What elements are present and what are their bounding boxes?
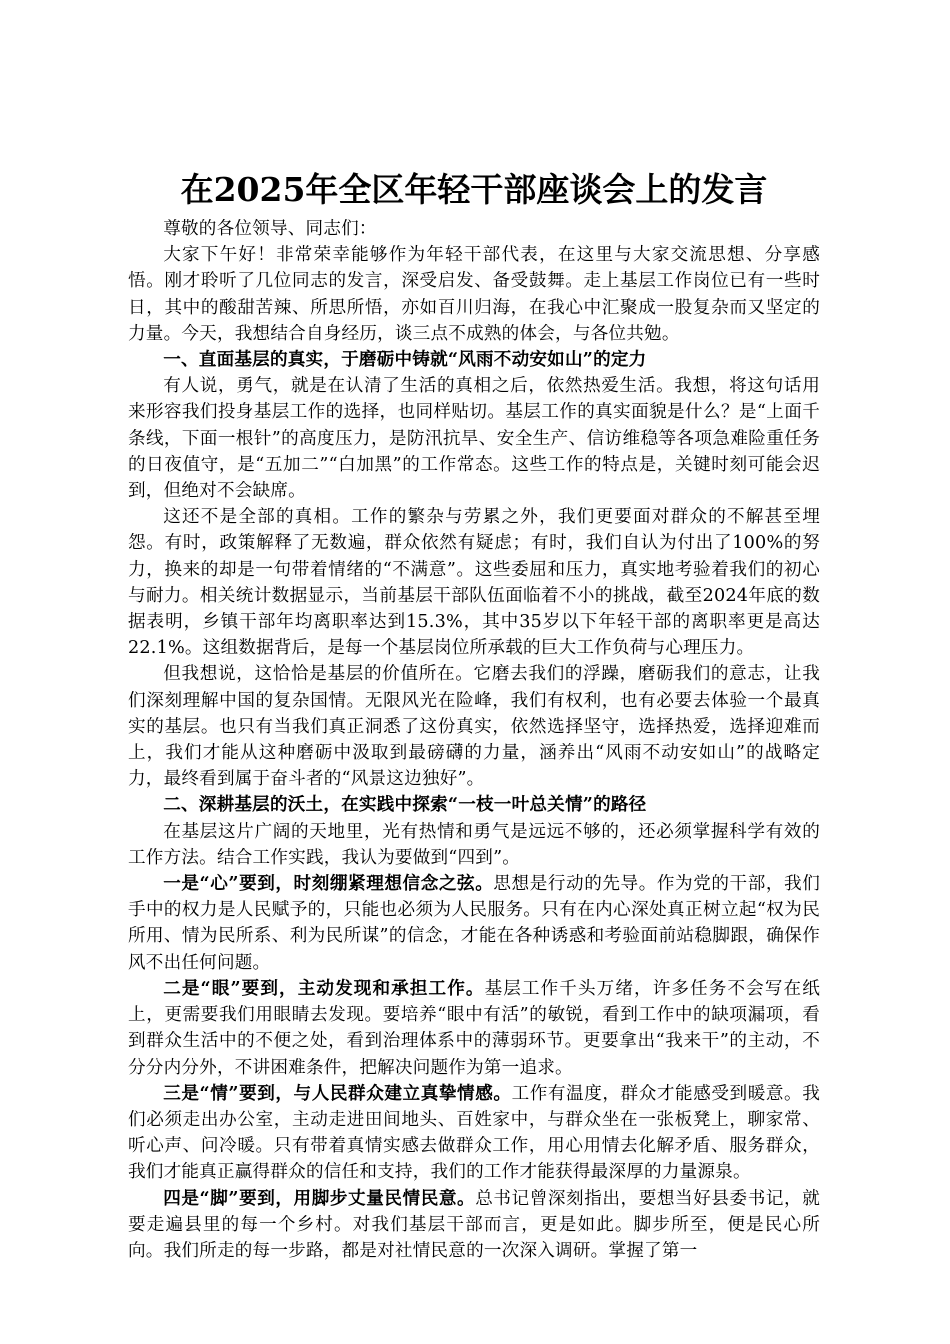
title-year: 2025 (213, 170, 306, 209)
point1-paragraph (128, 871, 820, 976)
point4-paragraph (128, 1186, 820, 1265)
point1-text: 思想是行动的先导。作为党的干部，我们手中的权力是人民赋予的，只能也必须为人民服务。只有在内心深处真正树立起“权为民所用、情为民所系、利为民所谋”的信念，才能在各种诱惑和考验面前站稳脚跟，确保作风不出任何问题。 (128, 874, 820, 973)
section1-paragraph-1: 有人说，勇气，就是在认清了生活的真相之后，依然热爱生活。我想，将这句话用来形容我们投身基层工作的选择，也同样贴切。基层工作的真实面貌是什么？是“上面千条线，下面一根针”的高度压力，是防汛抗旱、安全生产、信访维稳等各项急难险重任务的日夜值守，是“五加二”“白加黑”的工作常态。这些工作的特点是，关键时刻可能会迟到，但绝对不会缺席。 (128, 376, 820, 502)
point4-lead: 四是“脚”要到，用脚步丈量民情民意。 (163, 1187, 476, 1209)
point2-lead: 二是“眼”要到，主动发现和承担工作。 (163, 977, 485, 999)
title-prefix: 在 (180, 170, 214, 209)
point2-paragraph (128, 976, 820, 1081)
point3-text: 工作有温度，群众才能感受到暖意。我们必须走出办公室，主动走进田间地头、百姓家中，与群众坐在一张板凳上，聊家常、听心声、问冷暖。只有带着真情实感去做群众工作，用心用情去化解矛盾、服务群众，我们才能真正赢得群众的信任和支持，我们的工作才能获得最深厚的力量源泉。 (128, 1083, 821, 1183)
point1-lead: 一是“心”要到，时刻绷紧理想信念之弦。 (163, 873, 494, 895)
section1-paragraph-3: 但我想说，这恰恰是基层的价值所在。它磨去我们的浮躁，磨砺我们的意志，让我们深刻理解中国的复杂国情。无限风光在险峰，我们有权利，也有必要去体验一个最真实的基层。也只有当我们真正洞悉了这份真实，依然选择坚守，选择热爱，选择迎难而上，我们才能从这种磨砺中汲取到最磅礴的力量，涵养出“风雨不动安如山”的战略定力，最终看到属于奋斗者的“风景这边独好”。 (128, 664, 820, 790)
point3-lead: 三是“情”要到，与人民群众建立真挚情感。 (163, 1082, 512, 1104)
section2-paragraph-1: 在基层这片广阔的天地里，光有热情和勇气是远远不够的，还必须掌握科学有效的工作方法。结合工作实践，我认为要做到“四到”。 (128, 821, 820, 868)
point2-text: 基层工作千头万绪，许多任务不会写在纸上，更需要我们用眼睛去发现。要培养“眼中有活”的敏锐，看到工作中的缺项漏项，看到群众生活中的不便之处，看到治理体系中的薄弱环节。更要拿出“我来干”的主动，不分分内分外，不讲困难条件，把解决问题作为第一追求。 (128, 978, 820, 1078)
opening-paragraph: 大家下午好！非常荣幸能够作为年轻干部代表，在这里与大家交流思想、分享感悟。刚才聆听了几位同志的发言，深受启发、备受鼓舞。走上基层工作岗位已有一些时日，其中的酸甜苦辣、所思所悟，亦如百川归海，在我心中汇聚成一股复杂而又坚定的力量。今天，我想结合自身经历，谈三点不成熟的体会，与各位共勉。 (128, 245, 820, 344)
section2-heading: 二、深耕基层的沃土，在实践中探索“一枝一叶总关情”的路径 (163, 794, 647, 816)
point4-text: 总书记曾深刻指出，要想当好县委书记，就要走遍县里的每一个乡村。对我们基层干部而言，更是如此。脚步所至，便是民心所向。我们所走的每一步路，都是对社情民意的一次深入调研。掌握了第一 (128, 1188, 820, 1261)
section1-paragraph-2: 这还不是全部的真相。工作的繁杂与劳累之外，我们更要面对群众的不解甚至埋怨。有时，政策解释了无数遍，群众依然有疑虑；有时，我们自认为付出了100%的努力，换来的却是一句带着情绪的“不满意”。这些委屈和压力，真实地考验着我们的初心与耐力。相关统计数据显示，当前基层干部队伍面临着不小的挑战，截至2024年底的数据表明，乡镇干部年均离职率达到15.3%，其中35岁以下年轻干部的离职率更是高达22.1%。这组数据背后，是每一个基层岗位所承载的巨大工作负荷与心理压力。 (128, 507, 820, 659)
document-page (128, 166, 820, 1264)
document-title (128, 166, 820, 214)
salutation: 尊敬的各位领导、同志们： (163, 219, 377, 239)
point3-paragraph (128, 1081, 820, 1186)
section1-heading: 一、直面基层的真实，于磨砺中铸就“风雨不动安如山”的定力 (163, 349, 647, 371)
title-suffix: 年全区年轻干部座谈会上的发言 (305, 170, 768, 209)
